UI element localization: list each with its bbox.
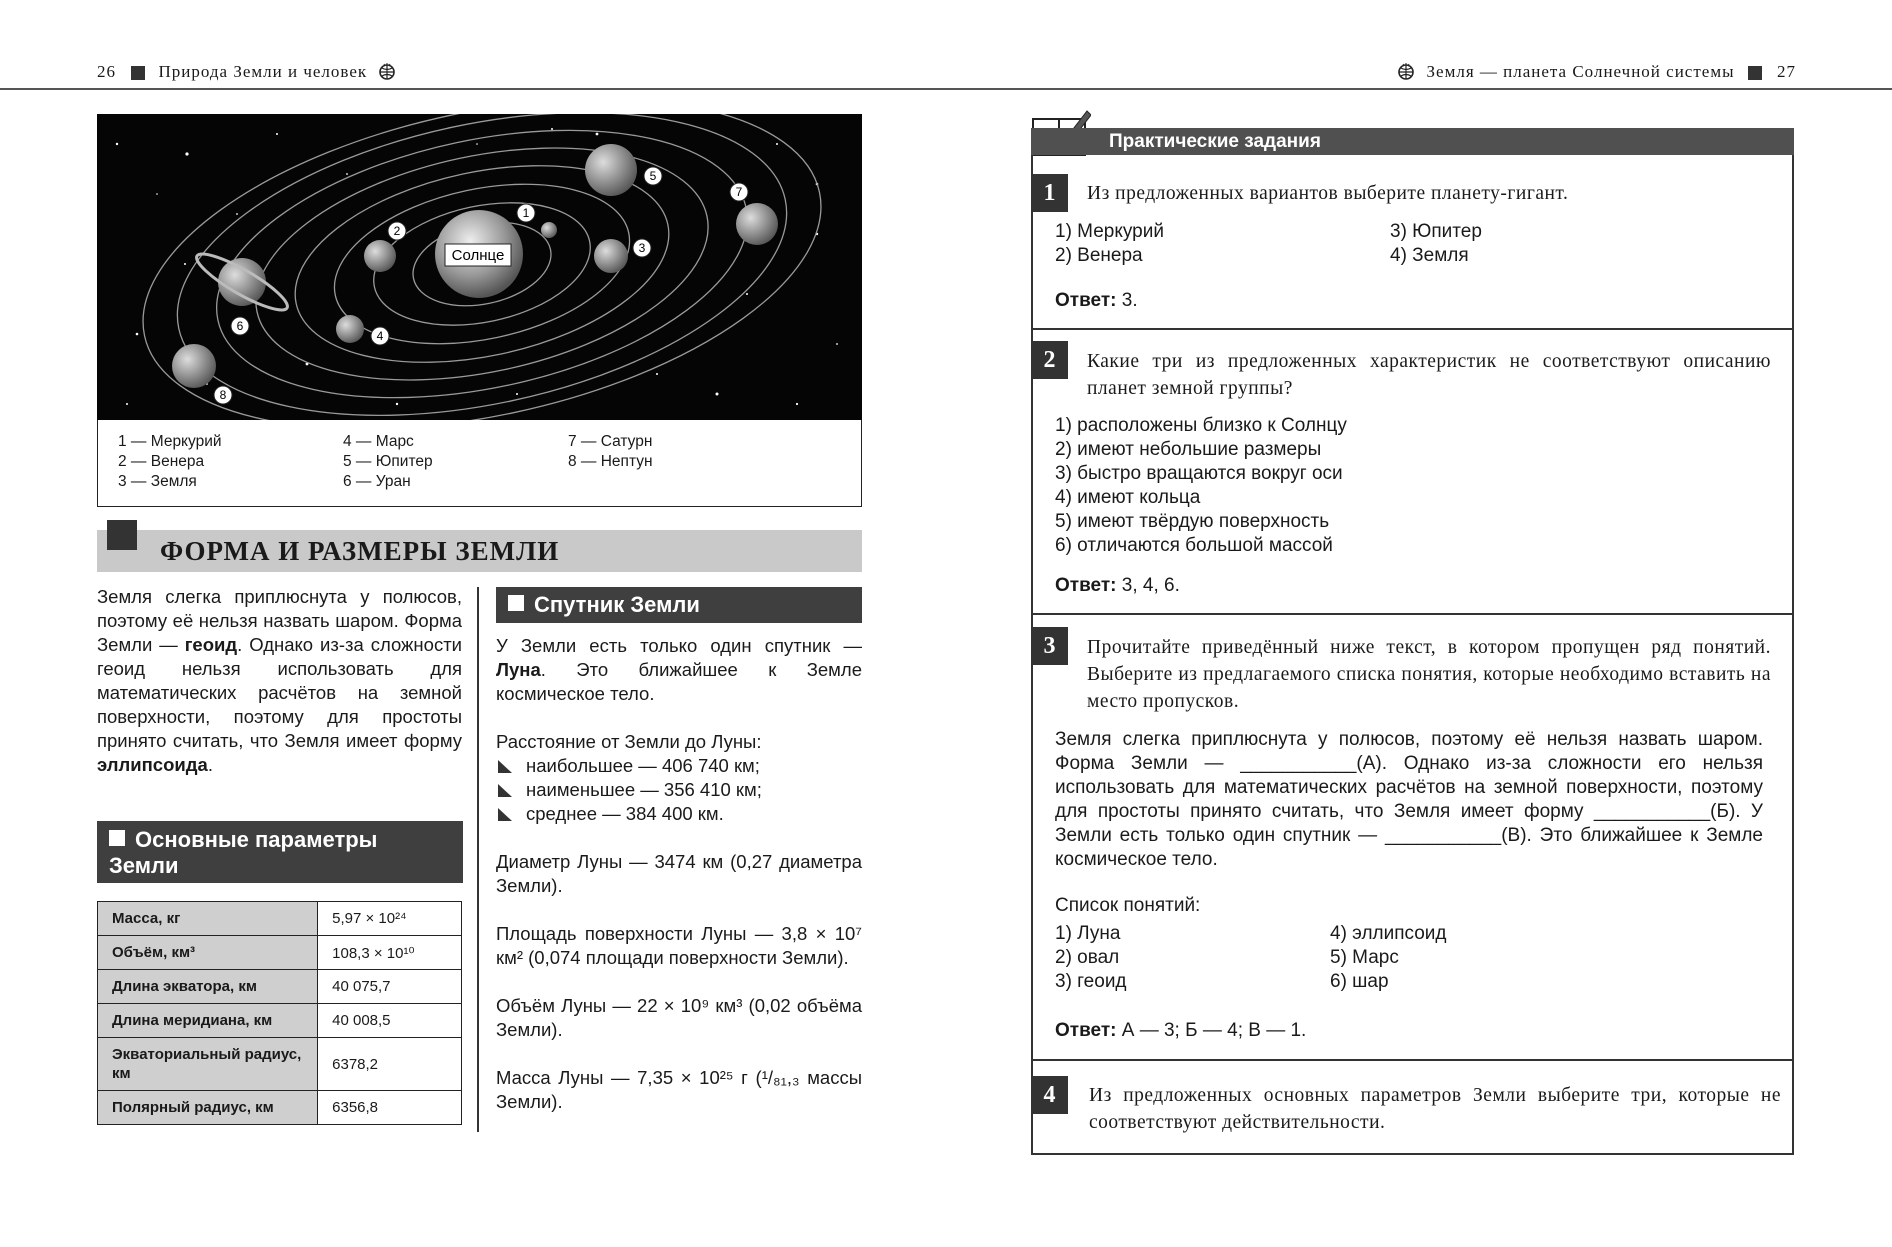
param-key: Экваториальный радиус, км bbox=[98, 1038, 318, 1091]
task-2-options bbox=[1055, 414, 1347, 558]
right-header-rule bbox=[946, 88, 1892, 90]
distance-title: Расстояние от Земли до Луны: bbox=[496, 731, 762, 752]
section-title: ФОРМА И РАЗМЕРЫ ЗЕМЛИ bbox=[160, 536, 560, 566]
table-row bbox=[98, 1004, 462, 1038]
distance-item: наименьшее — 356 410 км; bbox=[496, 778, 862, 802]
right-header-title: Земля — планета Солнечной системы bbox=[1426, 62, 1735, 81]
legend-item: 2 — Венера bbox=[118, 453, 205, 470]
marker-3 bbox=[633, 239, 651, 257]
param-value: 6356,8 bbox=[318, 1091, 462, 1125]
marker-2 bbox=[388, 222, 406, 240]
left-header-title: Природа Земли и человек bbox=[158, 62, 368, 81]
param-value: 40 075,7 bbox=[318, 970, 462, 1004]
marker-8-label: 8 bbox=[219, 388, 227, 402]
moon-mass: Масса Луны — 7,35 × 10²⁵ г (¹/₈₁,₃ массы Земли). bbox=[496, 1067, 862, 1112]
header-square-icon bbox=[109, 830, 125, 846]
distance-item: наибольшее — 406 740 км; bbox=[496, 754, 862, 778]
param-key: Полярный радиус, км bbox=[98, 1091, 318, 1125]
header-square-icon bbox=[508, 595, 524, 611]
planet-mercury bbox=[541, 222, 557, 238]
right-page-header bbox=[1397, 62, 1796, 82]
marker-1 bbox=[517, 204, 535, 222]
param-key: Масса, кг bbox=[98, 902, 318, 936]
planet-neptune bbox=[172, 344, 216, 388]
table-row bbox=[98, 902, 462, 936]
marker-5 bbox=[644, 167, 662, 185]
option: 2) овал bbox=[1055, 947, 1120, 968]
marker-8 bbox=[214, 386, 232, 404]
marker-6 bbox=[231, 317, 249, 335]
intro-text: . Однако из-за сложности геоид нельзя использовать для математических расчётов на земной поверхности, поэтому для простоты принято считать, что Земля имеет форму bbox=[97, 634, 462, 751]
task-2-answer: Ответ: 3, 4, 6. bbox=[1055, 575, 1180, 596]
param-key: Длина экватора, км bbox=[98, 970, 318, 1004]
marker-2-label: 2 bbox=[393, 224, 401, 238]
marker-4-label: 4 bbox=[376, 329, 384, 343]
param-value: 108,3 × 10¹⁰ bbox=[318, 936, 462, 970]
param-key: Длина меридиана, км bbox=[98, 1004, 318, 1038]
task-1-options-left bbox=[1055, 220, 1164, 268]
term-ellipsoid: эллипсоида bbox=[97, 754, 208, 775]
section-title-bar bbox=[97, 530, 862, 572]
option: 1) расположены близко к Солнцу bbox=[1055, 415, 1347, 436]
option: 3) быстро вращаются вокруг оси bbox=[1055, 463, 1343, 484]
legend-item: 6 — Уран bbox=[343, 473, 411, 490]
param-value: 6378,2 bbox=[318, 1038, 462, 1091]
left-header-rule bbox=[0, 88, 946, 90]
params-table bbox=[97, 901, 462, 1125]
option: 5) Марс bbox=[1330, 947, 1399, 968]
legend-item: 1 — Меркурий bbox=[118, 433, 222, 450]
right-page-number: 27 bbox=[1777, 62, 1796, 81]
option: 3) геоид bbox=[1055, 971, 1127, 992]
task-3-answer: Ответ: А — 3; Б — 4; В — 1. bbox=[1055, 1020, 1307, 1041]
term-geoid: геоид bbox=[184, 634, 238, 655]
moon-header bbox=[496, 587, 862, 623]
task-4-question: Из предложенных основных параметров Земли выберите три, которые не соответствуют действительности. bbox=[1089, 1085, 1781, 1133]
planet-jupiter bbox=[585, 144, 637, 196]
option: 5) имеют твёрдую поверхность bbox=[1055, 511, 1330, 532]
task-4-number: 4 bbox=[1031, 1076, 1068, 1114]
params-header bbox=[97, 821, 463, 883]
task-3-number: 3 bbox=[1031, 627, 1068, 665]
option: 1) Меркурий bbox=[1055, 221, 1164, 242]
planet-venus bbox=[364, 240, 396, 272]
section-marker bbox=[107, 520, 137, 550]
legend-item: 7 — Сатурн bbox=[568, 433, 653, 450]
task-3-list-title: Список понятий: bbox=[1055, 895, 1201, 916]
option: 6) отличаются большой массой bbox=[1055, 535, 1333, 556]
option: 1) Луна bbox=[1055, 923, 1121, 944]
legend-item: 5 — Юпитер bbox=[343, 453, 433, 470]
practice-header bbox=[1031, 128, 1794, 155]
planet-earth bbox=[594, 239, 628, 273]
marker-6-label: 6 bbox=[236, 319, 244, 333]
task-3-question: Прочитайте приведённый ниже текст, в котором пропущен ряд понятий. Выберите из предлагаемого списка понятия, которые необходимо вставить на место пропусков. bbox=[1087, 637, 1771, 712]
intro-text: Земля слегка приплюснута у полюсов, поэтому её нельзя назвать шаром. Форма Земли — bbox=[97, 586, 462, 655]
task-3-text: Земля слегка приплюснута у полюсов, поэтому её нельзя назвать шаром. Форма Земли — ___________(А). Однако из-за сложности его нельзя использовать для математических расчётов на земной поверхности, поэтому для простоты принято считать, что Земля имеет форму ___________(Б). У Земли есть только один спутник — ___________(В). Это ближайшее к Земле космическое тело. bbox=[1055, 729, 1763, 870]
moon-intro: У Земли есть только один спутник — Луна. Это ближайшее к Земле космическое тело. bbox=[496, 635, 862, 704]
term-moon: Луна bbox=[496, 659, 541, 680]
moon-volume: Объём Луны — 22 × 10⁹ км³ (0,02 объёма Земли). bbox=[496, 995, 862, 1040]
sun-label: Солнце bbox=[451, 247, 505, 264]
header-square-icon bbox=[131, 66, 145, 80]
intro-paragraph bbox=[97, 585, 462, 777]
solar-system-image bbox=[97, 114, 862, 420]
task-2-question: Какие три из предложенных характеристик не соответствуют описанию планет земной группы? bbox=[1087, 351, 1771, 399]
marker-5-label: 5 bbox=[649, 169, 657, 183]
moon-text bbox=[496, 634, 862, 1114]
planet-legend bbox=[97, 420, 862, 507]
table-row bbox=[98, 1091, 462, 1125]
marker-4 bbox=[371, 327, 389, 345]
task-1-answer: Ответ: 3. bbox=[1055, 290, 1138, 311]
task-3-options-right bbox=[1330, 922, 1447, 994]
table-row bbox=[98, 1038, 462, 1091]
task-1-number: 1 bbox=[1031, 174, 1068, 212]
task-3-options-left bbox=[1055, 922, 1127, 994]
planet-saturn bbox=[218, 258, 266, 306]
task-2-number: 2 bbox=[1031, 341, 1068, 379]
option: 2) имеют небольшие размеры bbox=[1055, 439, 1322, 460]
header-square-icon bbox=[1748, 66, 1762, 80]
option: 2) Венера bbox=[1055, 245, 1143, 266]
task-separator bbox=[1031, 1059, 1794, 1061]
param-key: Объём, км³ bbox=[98, 936, 318, 970]
left-page-number: 26 bbox=[97, 62, 116, 81]
marker-3-label: 3 bbox=[638, 241, 646, 255]
moon-area: Площадь поверхности Луны — 3,8 × 10⁷ км² (0,074 площади поверхности Земли). bbox=[496, 923, 862, 968]
marker-7-label: 7 bbox=[735, 185, 743, 199]
table-row bbox=[98, 936, 462, 970]
option: 4) эллипсоид bbox=[1330, 923, 1447, 944]
planet-uranus bbox=[736, 203, 778, 245]
task-separator bbox=[1031, 328, 1794, 330]
legend-item: 4 — Марс bbox=[343, 433, 414, 450]
globe-icon bbox=[1397, 62, 1420, 81]
task-1-question: Из предложенных вариантов выберите планету-гигант. bbox=[1087, 183, 1569, 204]
column-divider bbox=[477, 587, 479, 1132]
moon-diameter: Диаметр Луны — 3474 км (0,27 диаметра Земли). bbox=[496, 851, 862, 896]
task-separator bbox=[1031, 613, 1794, 615]
param-value: 40 008,5 bbox=[318, 1004, 462, 1038]
marker-1-label: 1 bbox=[522, 206, 530, 220]
legend-item: 8 — Нептун bbox=[568, 453, 653, 470]
distance-item: среднее — 384 400 км. bbox=[496, 802, 862, 826]
moon-title: Спутник Земли bbox=[534, 592, 700, 617]
marker-7 bbox=[730, 183, 748, 201]
params-title: Основные параметры Земли bbox=[109, 827, 378, 878]
table-row bbox=[98, 970, 462, 1004]
option: 6) шар bbox=[1330, 971, 1389, 992]
option: 4) Земля bbox=[1390, 245, 1469, 266]
practice-title: Практические задания bbox=[1109, 131, 1321, 152]
planet-mars bbox=[336, 315, 364, 343]
param-value: 5,97 × 10²⁴ bbox=[318, 902, 462, 936]
intro-text: . bbox=[207, 754, 213, 775]
globe-icon bbox=[378, 62, 396, 81]
option: 4) имеют кольца bbox=[1055, 487, 1201, 508]
legend-item: 3 — Земля bbox=[118, 473, 197, 490]
task-1-options-right bbox=[1390, 220, 1482, 268]
option: 3) Юпитер bbox=[1390, 221, 1482, 242]
left-page-header bbox=[97, 62, 396, 82]
